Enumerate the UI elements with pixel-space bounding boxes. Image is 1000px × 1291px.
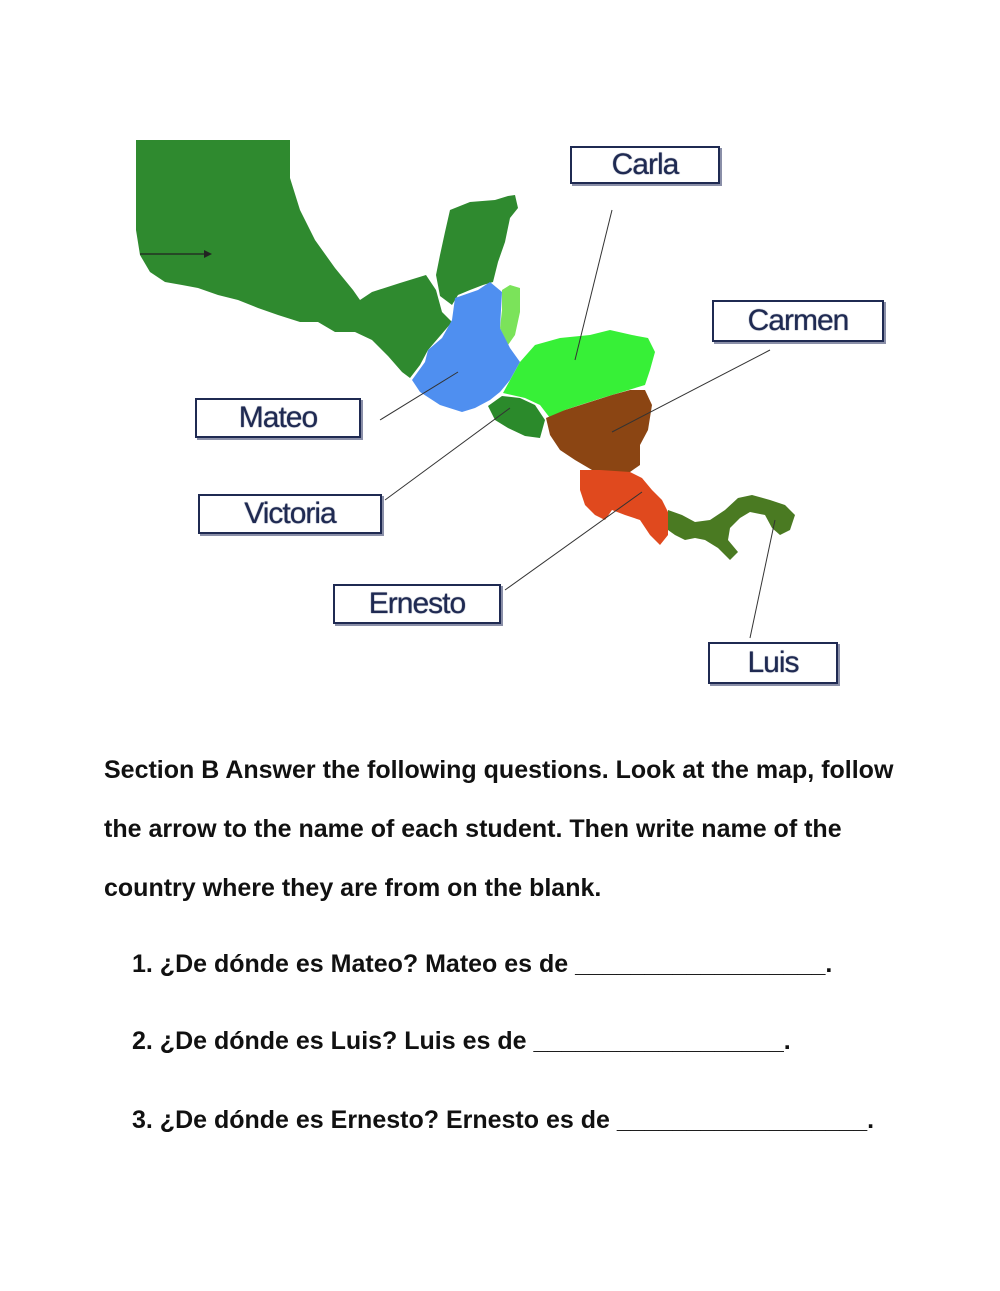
section-b-line-3: country where they are from on the blank. — [104, 874, 602, 902]
question-2: 2. ¿De dónde es Luis? Luis es de __________________. — [132, 1027, 791, 1055]
country-mexico — [136, 140, 452, 378]
label-victoria: Victoria — [198, 494, 382, 534]
country-costa-rica — [580, 470, 668, 545]
label-carla: Carla — [570, 146, 720, 184]
pointer-victoria — [385, 408, 510, 500]
label-luis: Luis — [708, 642, 838, 684]
pointer-ernesto — [505, 492, 642, 590]
section-b-line-2: the arrow to the name of each student. Then write name of the — [104, 815, 842, 843]
section-b-line-1: Section B Answer the following questions. Look at the map, follow — [104, 756, 894, 784]
question-1: 1. ¿De dónde es Mateo? Mateo es de __________________. — [132, 950, 833, 978]
label-mateo: Mateo — [195, 398, 361, 438]
label-carmen: Carmen — [712, 300, 884, 342]
country-panama — [668, 495, 795, 560]
question-3: 3. ¿De dónde es Ernesto? Ernesto es de __________________. — [132, 1106, 875, 1134]
pointer-luis — [750, 520, 775, 638]
label-ernesto: Ernesto — [333, 584, 501, 624]
